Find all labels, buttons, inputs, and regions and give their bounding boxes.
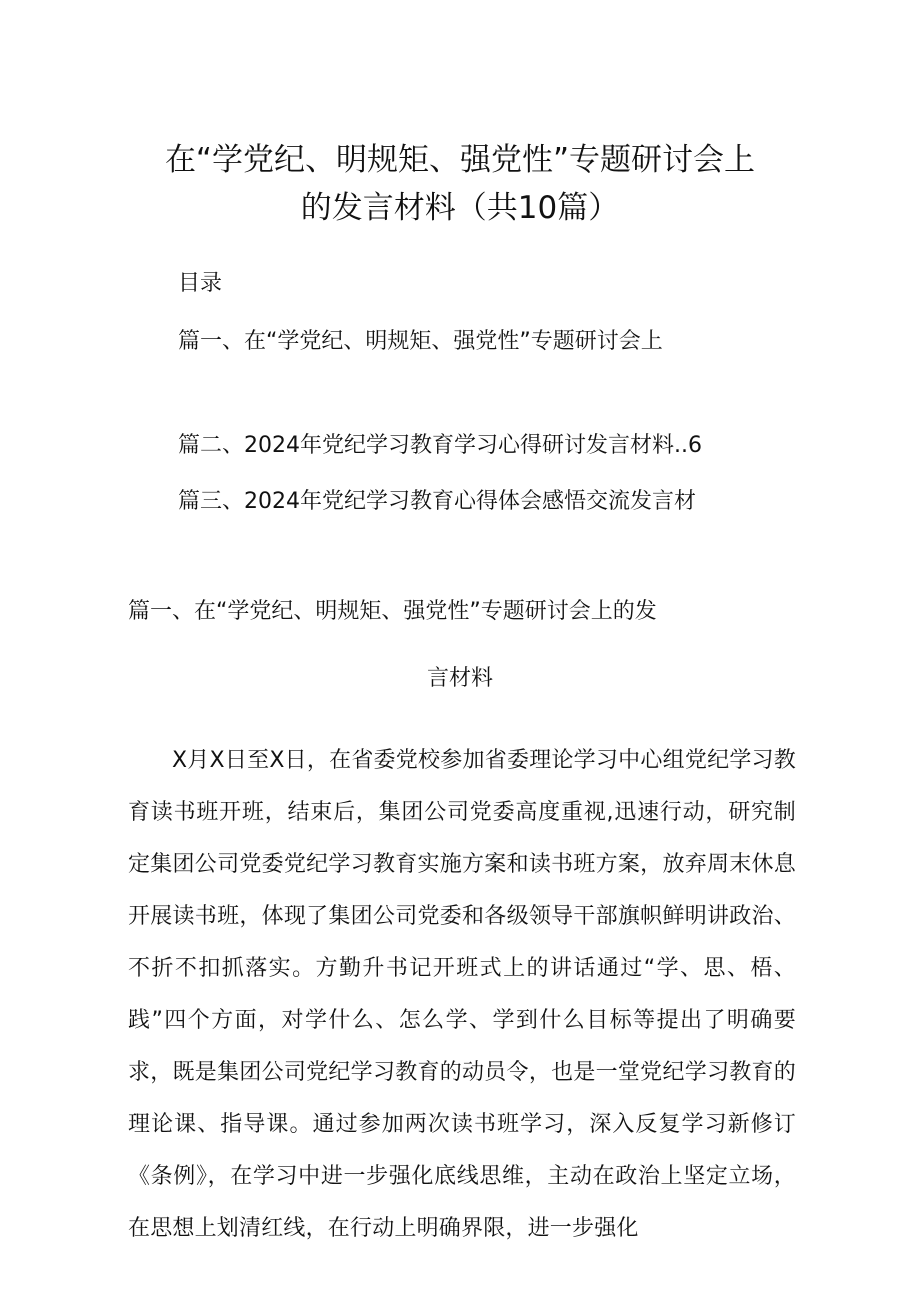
body-paragraph: X月X日至X日，在省委党校参加省委理论学习中心组党纪学习教育读书班开班，结束后，集团公司党委高度重视,迅速行动，研究制定集团公司党委党纪学习教育实施方案和读书班方案，放弃周末休息开展读书班，体现了集团公司党委和各级领导干部旗帜鲜明讲政治、不折不扣抓落实。方勤升书记开班式上的讲话通过“学、思、梧、践”四个方面，对学什么、怎么学、学到什么目标等提出了明确要求，既是集团公司党纪学习教育的动员令，也是一堂党纪学习教育的理论课、指导课。通过参加两次读书班学习，深入反复学习新修订《条例》，在学习中进一步强化底线思维，主动在政治上坚定立场，在思想上划清红线，在行动上明确界限，进一步强化 xyxy=(128,748,796,1241)
document-title-line-1: 在“学党纪、明规矩、强党性”专题研讨会上 xyxy=(164,142,756,178)
toc-heading: 目录 xyxy=(178,271,223,296)
document-title-line-2: 的发言材料（共10篇） xyxy=(300,190,620,226)
section-title-line-2: 言材料 xyxy=(426,666,493,691)
toc-item-1[interactable]: 篇一、在“学党纪、明规矩、强党性”专题研讨会上 xyxy=(178,329,663,354)
toc-item-2[interactable]: 篇二、2024年党纪学习教育学习心得研讨发言材料..6 xyxy=(178,433,702,458)
section-title-line-1: 篇一、在“学党纪、明规矩、强党性”专题研讨会上的发 xyxy=(128,599,657,624)
toc-item-3[interactable]: 篇三、2024年党纪学习教育心得体会感悟交流发言材 xyxy=(178,489,696,514)
